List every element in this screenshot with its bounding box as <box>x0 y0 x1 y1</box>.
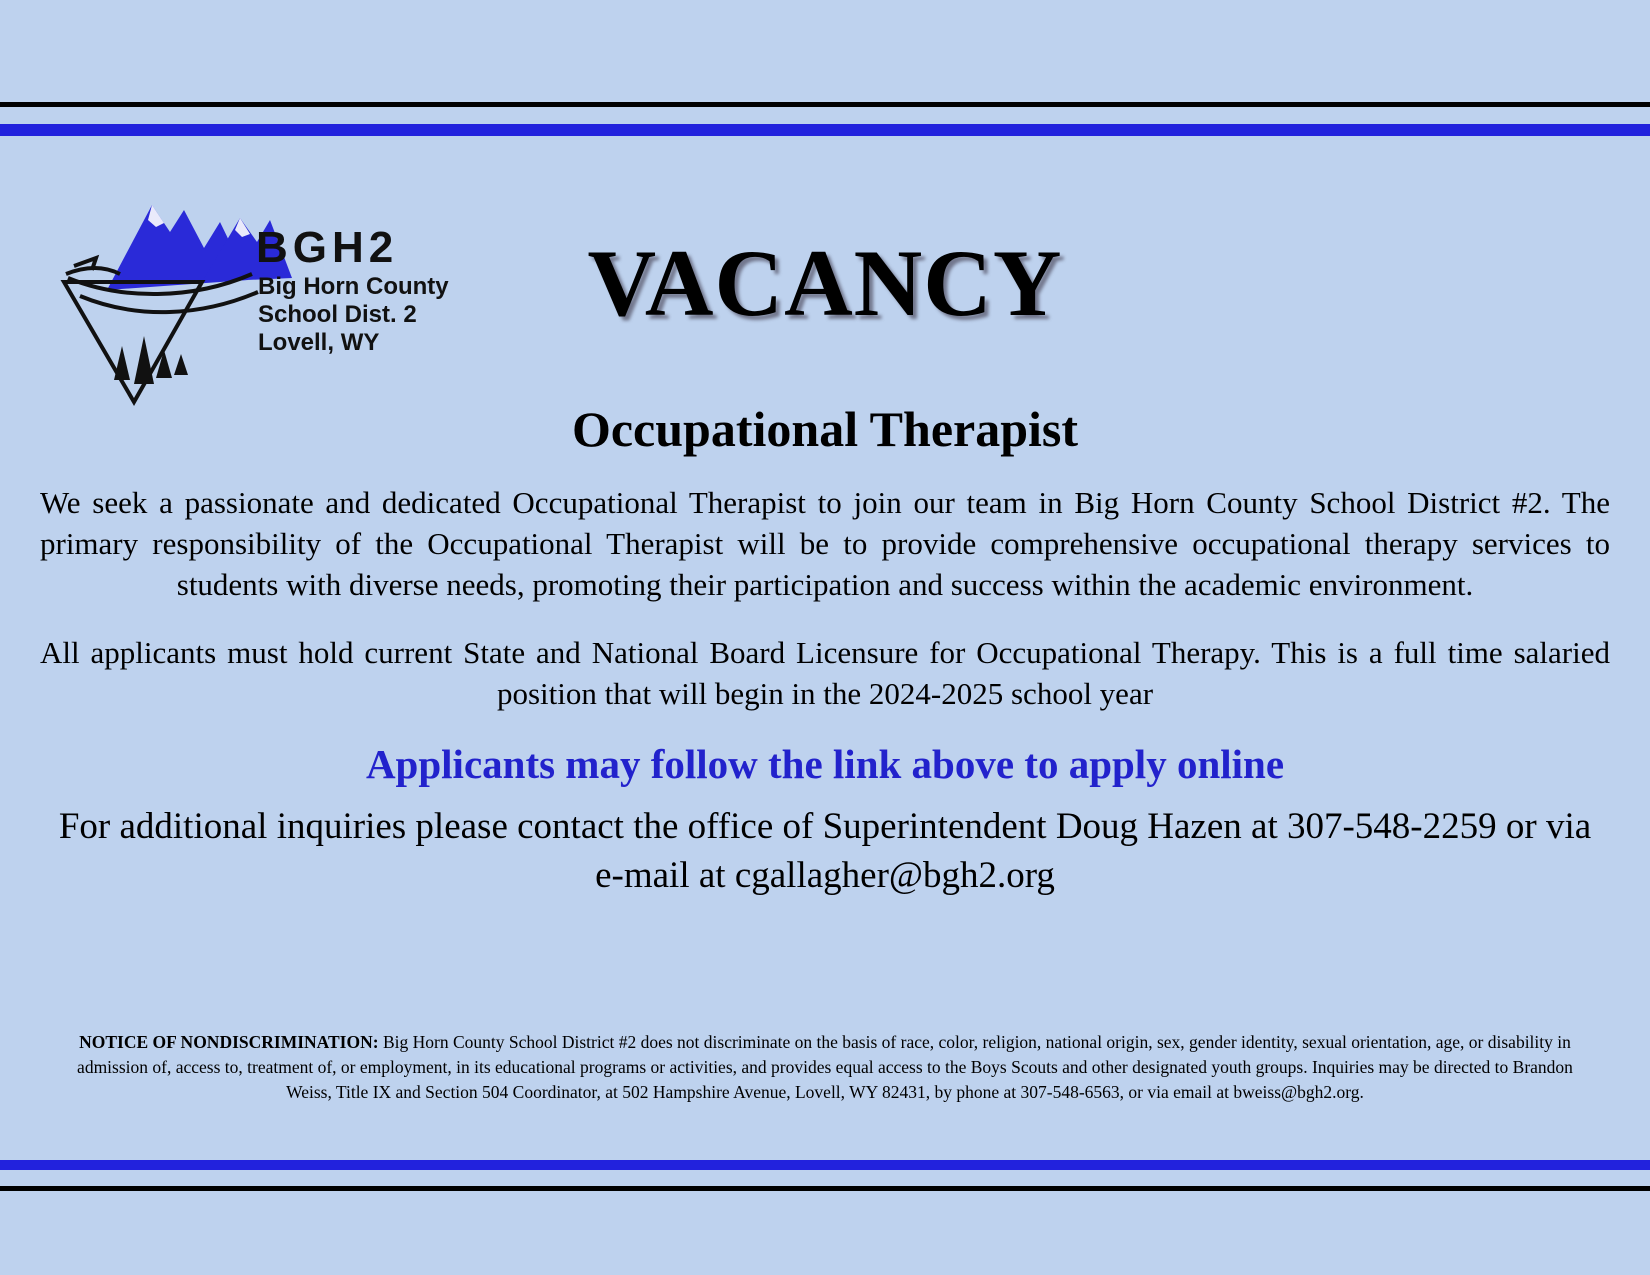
logo-line-2: School Dist. 2 <box>258 301 417 328</box>
body-content <box>40 482 1610 901</box>
apply-instruction: Applicants may follow the link above to apply online <box>365 741 1285 788</box>
bottom-blue-divider <box>0 1160 1650 1170</box>
contact-information: For additional inquiries please contact the office of Superintendent Doug Hazen at 307-548-2259 or via e-mail at cgallagher@bgh2.org <box>58 806 1592 897</box>
nondiscrimination-notice <box>55 1030 1595 1105</box>
logo-line-1: Big Horn County <box>258 273 449 300</box>
logo-line-3: Lovell, WY <box>258 329 380 356</box>
top-black-divider <box>0 102 1650 107</box>
bottom-black-divider <box>0 1186 1650 1191</box>
paragraph-requirements: All applicants must hold current State and National Board Licensure for Occupational Therapy. This is a full time salaried position that will begin in the 2024-2025 school year <box>40 634 1610 711</box>
pine-trees <box>114 336 188 384</box>
position-title: Occupational Therapist <box>571 401 1079 457</box>
notice-label: NOTICE OF NONDISCRIMINATION: <box>79 1032 379 1052</box>
top-blue-divider <box>0 124 1650 136</box>
page-title: VACANCY <box>587 230 1063 336</box>
logo-acronym: BGH2 <box>256 223 399 272</box>
notice-text: Big Horn County School District #2 does not discriminate on the basis of race, color, religion, national origin, sex, gender identity, sexual orientation, age, or disability in admission of, access to, treatment of, or employment, in its educational programs or activities, and provides equal access to the Boys Scouts and other designated youth groups. Inquiries may be directed to Brandon Weiss, Title IX and Section 504 Coordinator, at 502 Hampshire Avenue, Lovell, WY 82431, by phone at 307-548-6563, or via email at bweiss@bgh2.org. <box>77 1032 1573 1102</box>
paragraph-description: We seek a passionate and dedicated Occupational Therapist to join our team in Big Horn County School District #2. The primary responsibility of the Occupational Therapist will be to provide comprehensive occupational therapy services to students with diverse needs, promoting their participation and success within the academic environment. <box>40 485 1610 603</box>
